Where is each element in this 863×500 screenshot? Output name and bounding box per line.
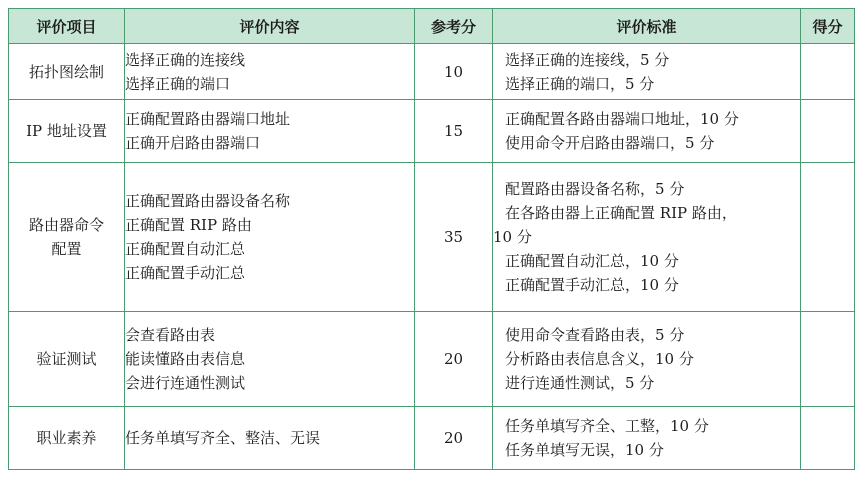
content-line: 能读懂路由表信息 — [125, 350, 246, 368]
header-score: 参考分 — [415, 9, 493, 44]
content-line: 正确配置 RIP 路由 — [125, 216, 252, 234]
table-row — [9, 407, 855, 470]
criteria-line: 10 分 — [493, 228, 532, 246]
item-text: 配置 — [51, 240, 82, 258]
content-cell — [125, 407, 415, 470]
content-line: 正确配置手动汇总 — [125, 264, 246, 282]
item-text: 拓扑图绘制 — [28, 62, 104, 81]
table-row — [9, 312, 855, 407]
criteria-line: 分析路由表信息含义，10 分 — [505, 350, 694, 368]
criteria-cell — [493, 312, 801, 407]
score-cell: 10 — [415, 44, 493, 100]
content-line: 正确配置路由器端口地址 — [125, 110, 291, 128]
content-cell — [125, 312, 415, 407]
criteria-line: 使用命令查看路由表，5 分 — [505, 326, 685, 344]
criteria-line: 选择正确的端口，5 分 — [505, 74, 655, 93]
item-cell — [9, 100, 125, 163]
content-line: 会查看路由表 — [125, 326, 216, 344]
item-cell — [9, 44, 125, 100]
item-text: 职业素养 — [36, 429, 97, 447]
content-line: 会进行连通性测试 — [125, 374, 246, 392]
item-cell — [9, 163, 125, 312]
content-line: 任务单填写齐全、整洁、无误 — [125, 429, 321, 447]
content-line: 正确开启路由器端口 — [125, 134, 261, 152]
criteria-line: 使用命令开启路由器端口，5 分 — [505, 134, 715, 152]
criteria-line: 正确配置手动汇总，10 分 — [505, 276, 679, 294]
header-item: 评价项目 — [9, 9, 125, 44]
content-line: 正确配置自动汇总 — [125, 240, 246, 258]
content-line: 选择正确的端口 — [125, 74, 231, 93]
criteria-line: 配置路由器设备名称，5 分 — [505, 180, 685, 198]
content-line: 选择正确的连接线 — [125, 50, 246, 69]
criteria-cell — [493, 163, 801, 312]
criteria-line: 正确配置自动汇总，10 分 — [505, 252, 679, 270]
criteria-line: 任务单填写齐全、工整，10 分 — [505, 417, 709, 435]
criteria-line: 进行连通性测试，5 分 — [505, 374, 655, 392]
criteria-line: 正确配置各路由器端口地址，10 分 — [505, 110, 739, 128]
score-cell: 15 — [415, 100, 493, 163]
header-criteria: 评价标准 — [493, 9, 801, 44]
item-text: IP 地址设置 — [26, 122, 107, 140]
score-cell: 20 — [415, 312, 493, 407]
item-cell — [9, 407, 125, 470]
score-cell: 20 — [415, 407, 493, 470]
item-text: 验证测试 — [36, 350, 97, 368]
criteria-line: 任务单填写无误，10 分 — [505, 441, 664, 459]
points-cell — [801, 100, 855, 163]
content-cell — [125, 163, 415, 312]
content-cell — [125, 44, 415, 100]
score-cell: 35 — [415, 163, 493, 312]
table-row — [9, 100, 855, 163]
content-cell — [125, 100, 415, 163]
criteria-cell — [493, 407, 801, 470]
points-cell — [801, 44, 855, 100]
criteria-cell — [493, 44, 801, 100]
item-cell — [9, 312, 125, 407]
criteria-cell — [493, 100, 801, 163]
points-cell — [801, 163, 855, 312]
points-cell — [801, 312, 855, 407]
criteria-line: 在各路由器上正确配置 RIP 路由， — [505, 204, 737, 222]
table-row — [9, 163, 855, 312]
header-row — [9, 9, 855, 44]
table-row — [9, 44, 855, 100]
content-line: 正确配置路由器设备名称 — [125, 192, 291, 210]
evaluation-table-container — [8, 8, 855, 470]
points-cell — [801, 407, 855, 470]
evaluation-table — [8, 8, 855, 470]
item-text: 路由器命令 — [28, 216, 104, 234]
criteria-line: 选择正确的连接线，5 分 — [505, 50, 670, 69]
header-content: 评价内容 — [125, 9, 415, 44]
header-points: 得分 — [801, 9, 855, 44]
